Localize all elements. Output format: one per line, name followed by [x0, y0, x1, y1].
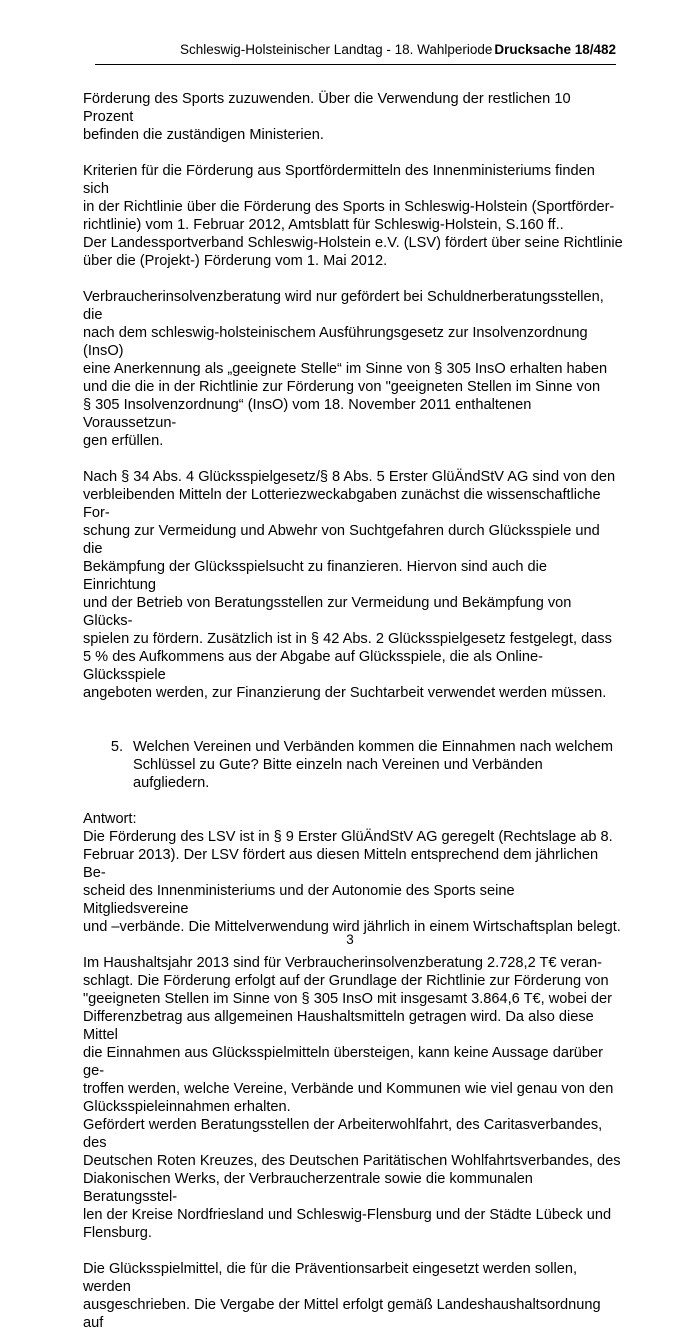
paragraph: Im Haushaltsjahr 2013 sind für Verbraucherinsolvenzberatung 2.728,2 T€ veran- schlagt. Die Förderung erfolgt auf der Grundlage der Richtlinie zur Förderung von "geeigneten Stellen im Sinne von § 305 InsO mit insgesamt 3.864,6 T€, wobei der Differenzbetrag aus allgemeinen Haushaltsmitteln getragen wird. Da also diese Mittel die Einnahmen aus Glücksspielmitteln übersteigen, kann keine Aussage darüber ge- troffen werden, welche Vereine, Verbände und Kommunen wie viel genau von den Glücksspieleinnahmen erhalten. Gefördert werden Beratungsstellen der Arbeiterwohlfahrt, des Caritasverbandes, des Deutschen Roten Kreuzes, des Deutschen Paritätischen Wohlfahrtsverbandes, des Diakonischen Werks, der Verbraucherzentrale sowie die kommunalen Beratungsstel- len der Kreise Nordfriesland und Schleswig-Flensburg und der Städte Lübeck und Flensburg. [83, 955, 621, 1241]
question-number: 5. [110, 739, 123, 755]
page-header [95, 38, 616, 65]
paragraph: Förderung des Sports zuzuwenden. Über die Verwendung der restlichen 10 Prozent befinden die zuständigen Ministerien. [83, 91, 571, 143]
document-number: Drucksache 18/482 [494, 42, 616, 57]
paragraph: Die Glücksspielmittel, die für die Präventionsarbeit eingesetzt werden sollen, werden ausgeschrieben. Die Vergabe der Mittel erfolgt gemäß Landeshaushaltsordnung auf [83, 1261, 601, 1331]
page-number: 3 [346, 932, 354, 947]
document-body [83, 90, 623, 1332]
question-text: Welchen Vereinen und Verbänden kommen die Einnahmen nach welchem Schlüssel zu Gute? Bitte einzeln nach Vereinen und Verbänden aufgliedern. [133, 739, 614, 791]
paragraph: Nach § 34 Abs. 4 Glücksspielgesetz/§ 8 Abs. 5 Erster GlüÄndStV AG sind von den verbleibenden Mitteln der Lotteriezweckabgaben zunächst die wissenschaftliche For- schung zur Vermeidung und Abwehr von Suchtgefahren durch Glücksspiele und die Bekämpfung der Glücksspielsucht zu finanzieren. Hiervon sind auch die Einrichtung und der Betrieb von Beratungsstellen zur Vermeidung und Bekämpfung von Glücks- spielen zu fördern. Zusätzlich ist in § 42 Abs. 2 Glücksspielgesetz festgelegt, dass 5 % des Aufkommens aus der Abgabe auf Glücksspiele, die als Online-Glücksspiele angeboten werden, zur Finanzierung der Suchtarbeit verwendet werden müssen. [83, 469, 616, 701]
question-item [83, 738, 623, 792]
answer-label: Antwort: [83, 811, 137, 827]
paragraph: Die Förderung des LSV ist in § 9 Erster GlüÄndStV AG geregelt (Rechtslage ab 8. Februar 2013). Der LSV fördert aus diesen Mitteln entsprechend dem jährlichen Be- scheid des Innenministeriums und der Autonomie des Sports seine Mitgliedsvereine und –verbände. Die Mittelverwendung wird jährlich in einem Wirtschaftsplan belegt. [83, 829, 621, 935]
header-title: Schleswig-Holsteinischer Landtag - 18. Wahlperiode [180, 42, 493, 57]
paragraph: Verbraucherinsolvenzberatung wird nur gefördert bei Schuldnerberatungsstellen, die nach dem schleswig-holsteinischem Ausführungsgesetz zur Insolvenzordnung (InsO) eine Anerkennung als „geeignete Stelle“ im Sinne von § 305 InsO erhalten haben und die die in der Richtlinie zur Förderung von "geeigneten Stellen im Sinne von § 305 Insolvenzordnung“ (InsO) vom 18. November 2011 enthaltenen Voraussetzun- gen erfüllen. [83, 289, 608, 449]
paragraph: Kriterien für die Förderung aus Sportfördermitteln des Innenministeriums finden sich in der Richtlinie über die Förderung des Sports in Schleswig-Holstein (Sportförder- richtlinie) vom 1. Februar 2012, Amtsblatt für Schleswig-Holstein, S.160 ff.. Der Landessportverband Schleswig-Holstein e.V. (LSV) fördert über seine Richtlinie über die (Projekt-) Förderung vom 1. Mai 2012. [83, 163, 623, 269]
